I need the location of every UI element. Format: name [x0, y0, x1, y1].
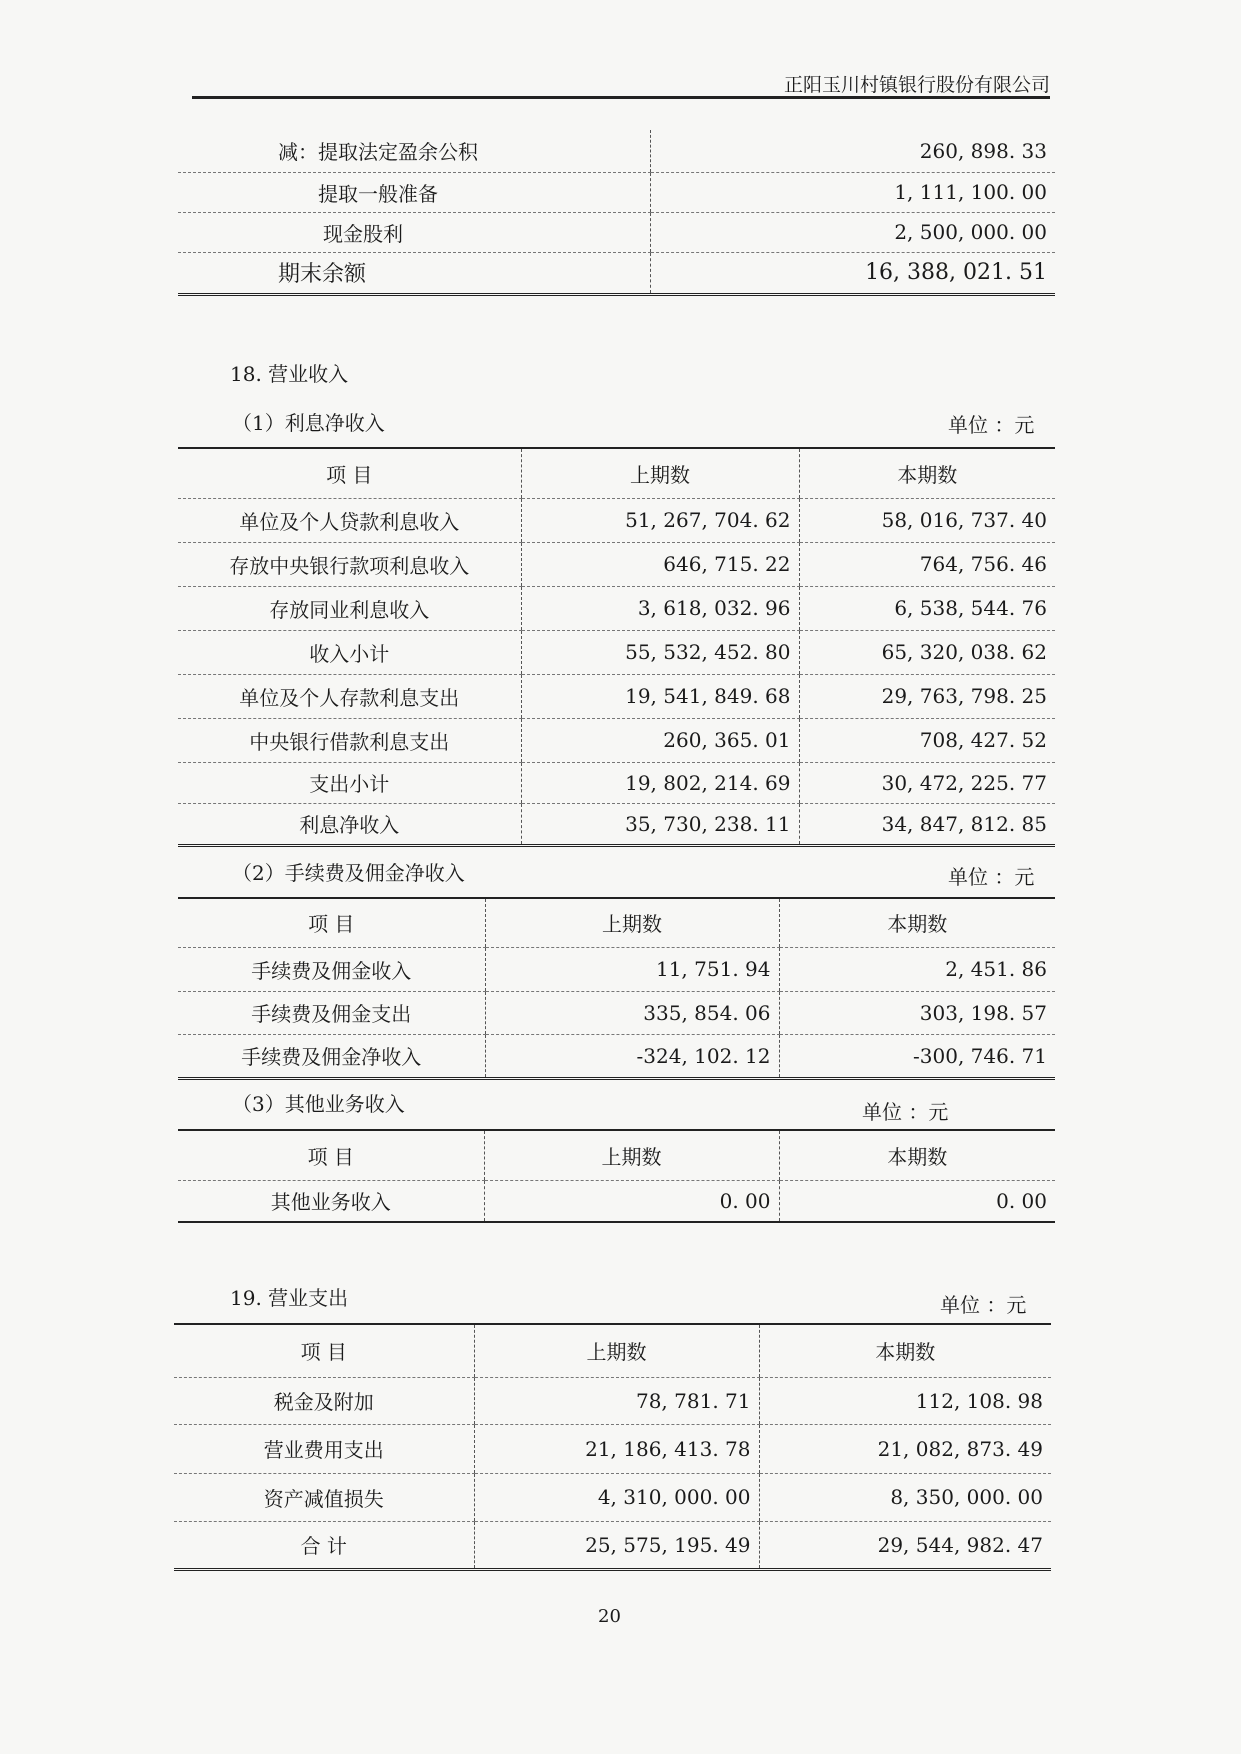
table-row: [174, 1377, 1051, 1424]
table-row: [178, 991, 1055, 1034]
row-curr: 6, 538, 544. 76: [799, 586, 1055, 630]
row-prev: 335, 854. 06: [485, 991, 779, 1034]
row-curr: 708, 427. 52: [799, 718, 1055, 762]
table-row: [178, 674, 1055, 718]
row-prev: 3, 618, 032. 96: [521, 586, 799, 630]
section-19-title: 19. 营业支出: [230, 1286, 349, 1310]
subsection-3-title: （3）其他业务收入: [232, 1092, 405, 1116]
row-prev: 11, 751. 94: [485, 947, 779, 991]
row-curr: 764, 756. 46: [799, 542, 1055, 586]
row-prev: -324, 102. 12: [485, 1034, 779, 1078]
col-header-curr: 本期数: [779, 1130, 1055, 1180]
row-curr: 112, 108. 98: [759, 1377, 1051, 1424]
row-prev: 19, 802, 214. 69: [521, 762, 799, 803]
row-prev: 55, 532, 452. 80: [521, 630, 799, 674]
row-value: 2, 500, 000. 00: [650, 212, 1055, 252]
row-curr: 0. 00: [779, 1180, 1055, 1222]
row-prev: 35, 730, 238. 11: [521, 803, 799, 845]
table-row: [178, 630, 1055, 674]
table-header-row: [178, 898, 1055, 947]
row-label: 支出小计: [178, 762, 521, 803]
row-label: 手续费及佣金支出: [178, 991, 485, 1034]
row-prev: 260, 365. 01: [521, 718, 799, 762]
table-row: [178, 212, 1055, 252]
surplus-table: [178, 130, 1055, 296]
page-number: 20: [598, 1606, 621, 1627]
row-prev: 21, 186, 413. 78: [474, 1424, 759, 1473]
row-prev: 78, 781. 71: [474, 1377, 759, 1424]
row-label: 存放中央银行款项利息收入: [178, 542, 521, 586]
header-divider: [192, 96, 1050, 99]
table-row: [178, 498, 1055, 542]
row-prev: 646, 715. 22: [521, 542, 799, 586]
header-company-name: 正阳玉川村镇银行股份有限公司: [783, 74, 1050, 96]
row-label: 现金股利: [178, 212, 650, 252]
row-label: 减：提取法定盈余公积: [178, 130, 650, 172]
row-curr: 2, 451. 86: [779, 947, 1055, 991]
table-header-row: [178, 1130, 1055, 1180]
subsection-2-title: （2）手续费及佣金净收入: [232, 861, 465, 885]
col-header-item: 项 目: [174, 1324, 474, 1377]
table-row: [178, 1180, 1055, 1222]
row-prev: 4, 310, 000. 00: [474, 1473, 759, 1521]
table-row: [174, 1521, 1051, 1569]
col-header-prev: 上期数: [484, 1130, 779, 1180]
table-row: [178, 762, 1055, 803]
col-header-curr: 本期数: [779, 898, 1055, 947]
section-19-unit: 单位 ：元: [940, 1293, 1027, 1317]
row-curr: -300, 746. 71: [779, 1034, 1055, 1078]
row-value: 16, 388, 021. 51: [650, 252, 1055, 294]
row-curr: 34, 847, 812. 85: [799, 803, 1055, 845]
table-row: [174, 1473, 1051, 1521]
subsection-2-unit: 单位 ：元: [948, 865, 1035, 889]
interest-income-table: [178, 447, 1055, 847]
subsection-1-unit: 单位 ：元: [948, 413, 1035, 437]
table-row: [178, 172, 1055, 212]
row-label: 提取一般准备: [178, 172, 650, 212]
table-row: [174, 1424, 1051, 1473]
table-header-row: [178, 448, 1055, 498]
subsection-3-unit: 单位 ：元: [862, 1100, 949, 1124]
other-income-table: [178, 1129, 1055, 1223]
row-prev: 51, 267, 704. 62: [521, 498, 799, 542]
row-label: 合 计: [174, 1521, 474, 1569]
col-header-curr: 本期数: [799, 448, 1055, 498]
col-header-item: 项 目: [178, 898, 485, 947]
row-prev: 25, 575, 195. 49: [474, 1521, 759, 1569]
operating-expense-table: [174, 1323, 1051, 1571]
row-curr: 303, 198. 57: [779, 991, 1055, 1034]
row-prev: 0. 00: [484, 1180, 779, 1222]
col-header-prev: 上期数: [485, 898, 779, 947]
row-label: 税金及附加: [174, 1377, 474, 1424]
row-value: 260, 898. 33: [650, 130, 1055, 172]
table-row: [178, 718, 1055, 762]
col-header-prev: 上期数: [521, 448, 799, 498]
row-curr: 21, 082, 873. 49: [759, 1424, 1051, 1473]
col-header-prev: 上期数: [474, 1324, 759, 1377]
row-label: 利息净收入: [178, 803, 521, 845]
row-curr: 29, 763, 798. 25: [799, 674, 1055, 718]
row-value: 1, 111, 100. 00: [650, 172, 1055, 212]
row-curr: 30, 472, 225. 77: [799, 762, 1055, 803]
row-curr: 8, 350, 000. 00: [759, 1473, 1051, 1521]
row-label: 单位及个人存款利息支出: [178, 674, 521, 718]
row-curr: 65, 320, 038. 62: [799, 630, 1055, 674]
col-header-item: 项 目: [178, 448, 521, 498]
row-label: 中央银行借款利息支出: [178, 718, 521, 762]
row-label: 期末余额: [178, 252, 650, 294]
row-label: 其他业务收入: [178, 1180, 484, 1222]
row-curr: 58, 016, 737. 40: [799, 498, 1055, 542]
table-row: [178, 252, 1055, 294]
commission-income-table: [178, 897, 1055, 1080]
row-label: 收入小计: [178, 630, 521, 674]
table-header-row: [174, 1324, 1051, 1377]
row-label: 营业费用支出: [174, 1424, 474, 1473]
row-label: 手续费及佣金收入: [178, 947, 485, 991]
table-row: [178, 130, 1055, 172]
table-row: [178, 947, 1055, 991]
col-header-curr: 本期数: [759, 1324, 1051, 1377]
row-curr: 29, 544, 982. 47: [759, 1521, 1051, 1569]
row-label: 单位及个人贷款利息收入: [178, 498, 521, 542]
section-18-title: 18. 营业收入: [230, 362, 349, 386]
subsection-1-title: （1）利息净收入: [232, 411, 385, 435]
row-label: 存放同业利息收入: [178, 586, 521, 630]
col-header-item: 项 目: [178, 1130, 484, 1180]
row-prev: 19, 541, 849. 68: [521, 674, 799, 718]
row-label: 手续费及佣金净收入: [178, 1034, 485, 1078]
table-row: [178, 803, 1055, 845]
table-row: [178, 542, 1055, 586]
table-row: [178, 1034, 1055, 1078]
row-label: 资产减值损失: [174, 1473, 474, 1521]
table-row: [178, 586, 1055, 630]
